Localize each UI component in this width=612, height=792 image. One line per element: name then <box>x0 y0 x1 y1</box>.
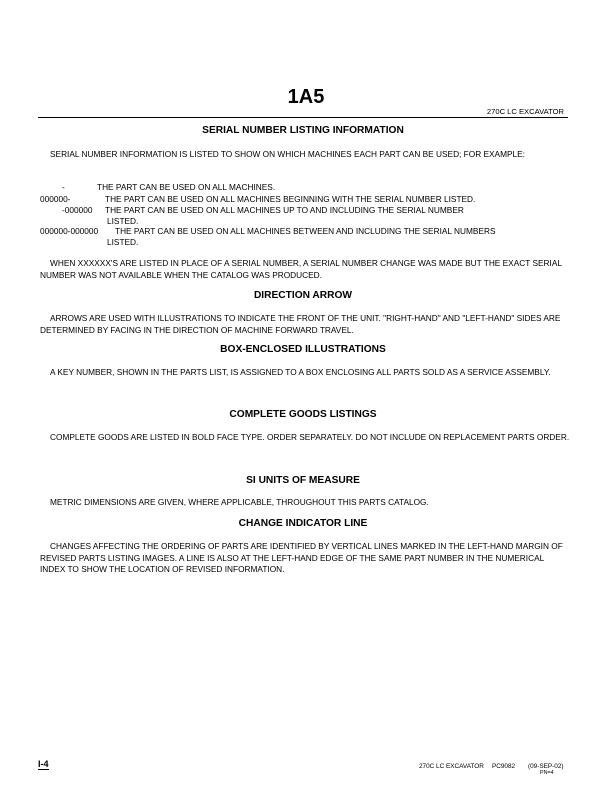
example-text-3: THE PART CAN BE USED ON ALL MACHINES UP TO AND INCLUDING THE SERIAL NUMBER <box>105 205 464 215</box>
footer-date: (09-SEP-02) <box>528 763 564 770</box>
example-code-4: 000000-000000 <box>40 226 99 236</box>
header-model: 270C LC EXCAVATOR <box>486 107 564 116</box>
box-heading: BOX-ENCLOSED ILLUSTRATIONS <box>220 344 386 355</box>
example-text-2: THE PART CAN BE USED ON ALL MACHINES BEGINNING WITH THE SERIAL NUMBER LISTED. <box>105 194 476 204</box>
example-text-4-cont: LISTED. <box>107 237 139 247</box>
footer-catalog: PC9082 <box>492 763 516 770</box>
serial-intro: SERIAL NUMBER INFORMATION IS LISTED TO SHOW ON WHICH MACHINES EACH PART CAN BE USED; FOR EXAMPLE: <box>50 149 525 159</box>
example-text-1: THE PART CAN BE USED ON ALL MACHINES. <box>97 182 276 192</box>
example-text-3-cont: LISTED. <box>107 216 139 226</box>
change-heading: CHANGE INDICATOR LINE <box>238 518 368 529</box>
complete-heading: COMPLETE GOODS LISTINGS <box>229 409 377 420</box>
page-code: 1A5 <box>287 86 325 108</box>
example-code-2: 000000- <box>40 194 71 204</box>
si-body: METRIC DIMENSIONS ARE GIVEN, WHERE APPLICABLE, THROUGHOUT THIS PARTS CATALOG. <box>50 497 429 507</box>
footer-model: 270C LC EXCAVATOR <box>419 763 484 770</box>
box-body: A KEY NUMBER, SHOWN IN THE PARTS LIST, IS ASSIGNED TO A BOX ENCLOSING ALL PARTS SOLD AS A SERVICE ASSEMBLY. <box>50 367 551 377</box>
example-text-4: THE PART CAN BE USED ON ALL MACHINES BETWEEN AND INCLUDING THE SERIAL NUMBERS <box>115 226 496 236</box>
complete-body: COMPLETE GOODS ARE LISTED IN BOLD FACE TYPE. ORDER SEPARATELY. DO NOT INCLUDE ON REPLACEMENT PARTS ORDER. <box>50 432 570 442</box>
example-code-1: - <box>62 182 65 192</box>
direction-heading: DIRECTION ARROW <box>253 290 353 301</box>
si-heading: SI UNITS OF MEASURE <box>246 475 360 486</box>
footer-page: I-4 <box>38 759 49 769</box>
example-code-3: -000000 <box>62 205 93 215</box>
header-rule <box>38 117 568 118</box>
direction-body: ARROWS ARE USED WITH ILLUSTRATIONS TO INDICATE THE FRONT OF THE UNIT. "RIGHT-HAND" AND "LEFT-HAND" SIDES ARE DETERMINED BY FACING IN THE DIRECTION OF MACHINE FORWARD TRAVEL. <box>40 313 561 335</box>
change-body: CHANGES AFFECTING THE ORDERING OF PARTS ARE IDENTIFIED BY VERTICAL LINES MARKED IN THE LEFT-HAND MARGIN OF REVISED PARTS LISTING IMAGES. A LINE IS ALSO AT THE LEFT-HAND EDGE OF THE SAME PART NUMBER IN THE NUMERICAL INDEX TO SHOW THE LOCATION OF REVISED INFORMATION. <box>40 541 563 574</box>
serial-heading: SERIAL NUMBER LISTING INFORMATION <box>202 125 404 136</box>
footer-pn: PN=4 <box>540 770 554 776</box>
serial-note: WHEN XXXXXX'S ARE LISTED IN PLACE OF A SERIAL NUMBER, A SERIAL NUMBER CHANGE WAS MADE BUT THE EXACT SERIAL NUMBER WAS NOT AVAILABLE WHEN THE CATALOG WAS PRODUCED. <box>40 258 562 280</box>
